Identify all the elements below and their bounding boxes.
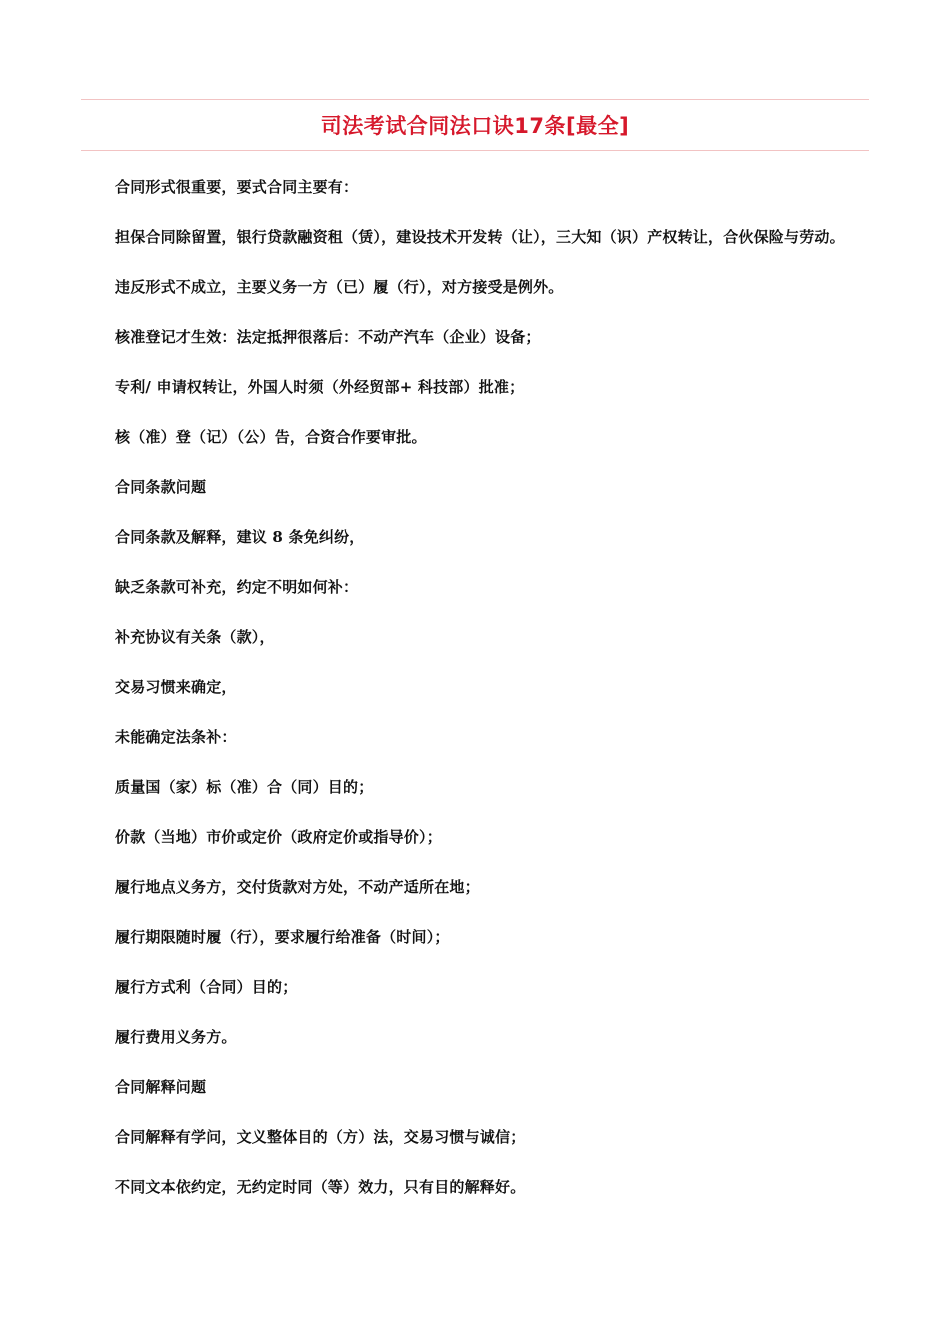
paragraph: 合同条款及解释，建议 8 条免纠纷， [115,528,365,546]
paragraph: 补充协议有关条（款）， [115,628,275,646]
page-title: 司法考试合同法口诀17条[最全] [320,114,630,138]
document-body [81,174,869,1224]
paragraph: 合同解释有学问，文义整体目的（方）法，交易习惯与诚信； [115,1128,526,1146]
paragraph: 核准登记才生效：法定抵押很落后：不动产汽车（企业）设备； [115,328,541,346]
paragraph: 专利/ 申请权转让，外国人时须（外经贸部+ 科技部）批准； [115,378,525,396]
title-bottom-rule [81,150,869,151]
paragraph: 交易习惯来确定， [115,678,237,696]
title-top-rule [81,99,869,100]
paragraph: 质量国（家）标（准）合（同）目的； [115,778,374,796]
paragraph: 履行方式利（合同）目的； [115,978,298,996]
paragraph: 担保合同除留置，银行贷款融资租（赁），建设技术开发转（让），三大知（识）产权转让，合伙保险与劳动。 [115,228,845,246]
section-heading: 合同条款问题 [115,478,207,496]
paragraph: 未能确定法条补： [115,728,237,746]
paragraph: 缺乏条款可补充，约定不明如何补： [115,578,359,596]
paragraph: 履行地点义务方，交付货款对方处，不动产适所在地； [115,878,480,896]
paragraph: 合同形式很重要，要式合同主要有： [115,178,359,196]
section-heading: 合同解释问题 [115,1078,207,1096]
paragraph: 核（准）登（记）（公）告，合资合作要审批。 [115,428,427,446]
paragraph: 履行期限随时履（行），要求履行给准备（时间）； [115,928,450,946]
paragraph: 违反形式不成立，主要义务一方（已）履（行），对方接受是例外。 [115,278,564,296]
paragraph: 价款（当地）市价或定价（政府定价或指导价）； [115,828,442,846]
paragraph: 不同文本依约定，无约定时同（等）效力，只有目的解释好。 [115,1178,526,1196]
paragraph: 履行费用义务方。 [115,1028,237,1046]
